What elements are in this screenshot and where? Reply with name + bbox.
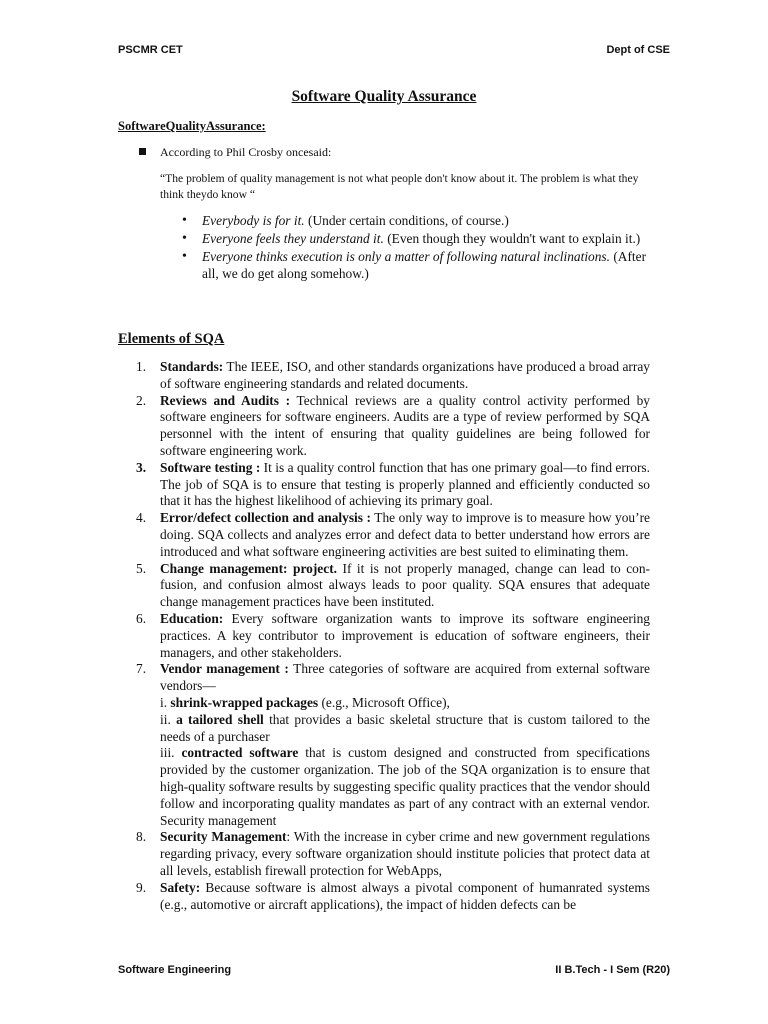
list-item: 4. Error/defect collection and analysis : The only way to improve is to measure how you’re doing. SQA collects and analyzes error and defect data to better understand how errors are introduced and what software engineering activities are best suited to eliminating them. — [136, 510, 650, 559]
footer-semester: II B.Tech - I Sem (R20) — [555, 964, 670, 976]
square-bullet-icon — [139, 148, 146, 155]
vendor-item: i. shrink-wrapped packages (e.g., Microsoft Office), — [160, 694, 450, 710]
section-title: Elements of SQA — [118, 331, 225, 347]
page-footer — [118, 964, 670, 976]
list-item: • Everybody is for it. (Under certain conditions, of course.) — [182, 213, 509, 228]
sqa-elements-list — [136, 359, 650, 913]
page-title: Software Quality Assurance — [291, 88, 477, 105]
page-header — [118, 44, 670, 56]
intro-line — [139, 145, 659, 160]
list-item: 5. Change management: project. If it is not properly managed, change can lead to con-fusion, and confusion almost always leads to poor quality. SQA ensures that adequate change management practices have been instituted. — [136, 560, 650, 610]
bullet-icon: • — [182, 213, 187, 228]
list-item: 8. Security Management: With the increase in cyber crime and new government regulations regarding privacy, every software organization should institute policies that protect data at all levels, establish firewall protection for WebApps, — [136, 829, 650, 878]
section-subtitle: SoftwareQualityAssurance: — [118, 119, 266, 133]
list-item: 3. Software testing : It is a quality control function that has one primary goal—to find errors. The job of SQA is to ensure that testing is properly planned and efficiently conducted so that it has the highest likelihood of achieving its primary goal. — [136, 459, 650, 509]
list-item: 9. Safety: Because software is almost always a pivotal component of humanrated systems (e.g., automotive or aircraft applications), the impact of hidden defects can be — [136, 879, 650, 912]
list-item: 6. Education: Every software organization wants to improve its software engineering practices. A key contributor to improvement is education of software engineers, their managers, and other stakeholders. — [136, 610, 650, 660]
header-department: Dept of CSE — [606, 44, 670, 56]
quote-points-list — [182, 212, 652, 283]
header-institution: PSCMR CET — [118, 44, 183, 56]
vendor-item: ii. a tailored shell that provides a basic skeletal structure that is custom tailored to the needs of a purchaser — [160, 711, 650, 744]
list-item: 7. Vendor management : Three categories of software are acquired from external software vendors— i. shrink-wrapped packages (e.g., Microsoft Office), ii. a tailored shell that provides a basic skeletal structure that is custom tailored to the needs of a purchaser iii. contracted software that is custom designed and constructed from specifications provided by the customer organization. The job of the SQA organization is to ensure that high-quality software results by suggesting specific quality practices that the vendor should follow and incorporating quality mandates as part of any contract with an external vendor. Security management — [136, 661, 650, 828]
bullet-icon: • — [182, 249, 187, 264]
list-item: • Everyone thinks execution is only a matter of following natural inclinations. (After all, we do get along somehow.) — [182, 249, 647, 281]
list-item: 1. Standards: The IEEE, ISO, and other standards organizations have produced a broad array of software engineering standards and related documents. — [136, 359, 650, 391]
crosby-quote: “The problem of quality management is not what people don't know about it. The problem is what they think theydo know “ — [160, 172, 639, 201]
vendor-item: iii. contracted software that is custom designed and constructed from specifications provided by the customer organization. The job of the SQA organization is to ensure that high-quality software results by suggesting specific quality practices that the vendor should follow and incorporating quality mandates as part of any contract with an external vendor. Security management — [160, 745, 650, 828]
bullet-icon: • — [182, 231, 187, 246]
list-item: • Everyone feels they understand it. (Even though they wouldn't want to explain it.) — [182, 231, 641, 246]
intro-text: According to Phil Crosby oncesaid: — [160, 145, 332, 159]
list-item: 2. Reviews and Audits : Technical reviews are a quality control activity performed by software engineers for software engineers. Audits are a type of review performed by SQA personnel with the intent of ensuring that quality guidelines are being followed for software engineering work. — [136, 392, 650, 458]
footer-course: Software Engineering — [118, 964, 232, 976]
